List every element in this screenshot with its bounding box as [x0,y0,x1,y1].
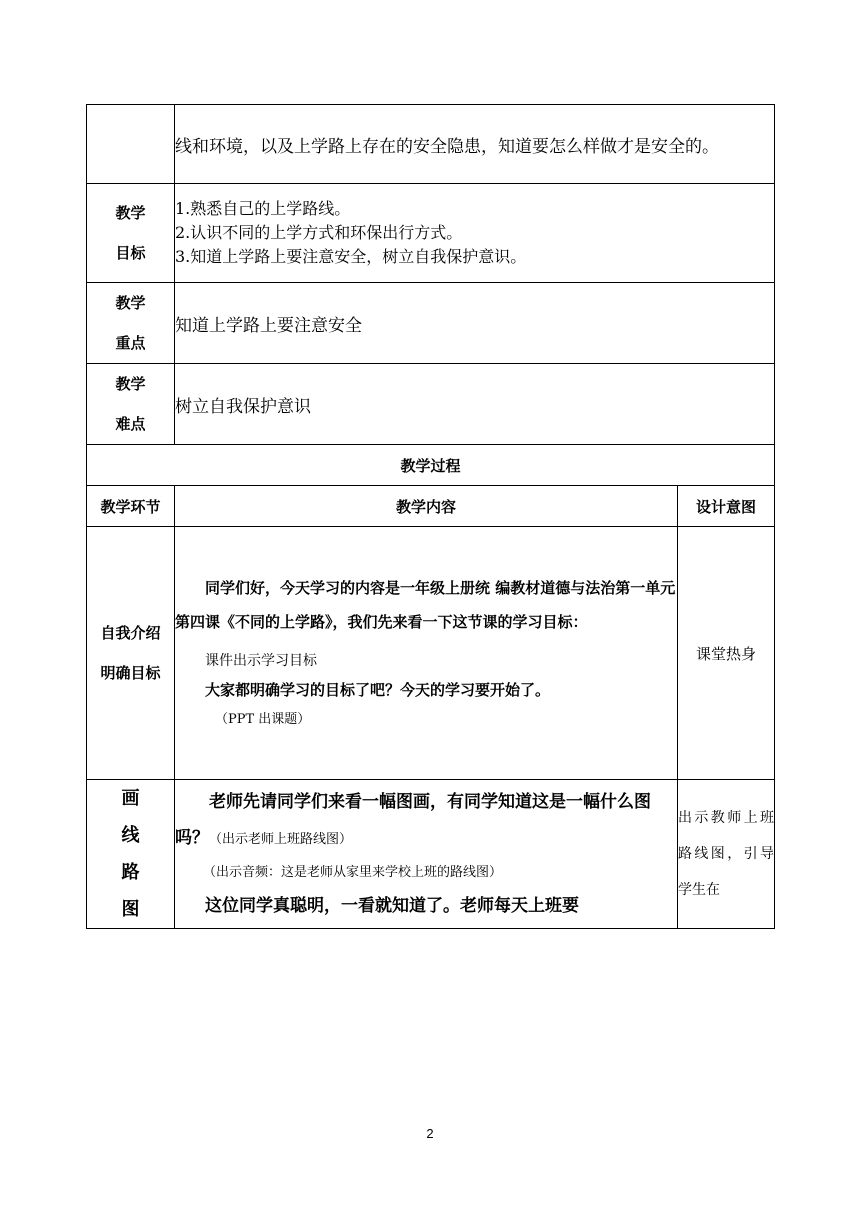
draw-last-line: 这位同学真聪明，一看就知道了。老师每天上班要 [205,896,579,916]
audio-note: （出示音频：这是老师从家里来学校上班的路线图） [203,865,503,880]
header-stage: 教学环节 [87,486,175,527]
intro-stage-line2: 明确目标 [100,664,161,682]
draw-paragraph-bold: 老师先请同学们来看一幅图画，有同学知道这是一幅什么图吗？ [175,792,651,848]
table-header-row [87,486,775,527]
draw-paragraph-note: （出示老师上班路线图） [209,832,353,847]
draw-content [175,780,678,929]
goals-list [175,184,775,283]
draw-stage-char: 画 [121,788,140,809]
intro-design: 课堂热身 [678,527,775,780]
key-label-line1: 教学 [115,294,146,312]
table-row [87,527,775,780]
draw-stage-char: 路 [121,862,140,883]
draw-stage-char: 图 [121,899,140,920]
process-title: 教学过程 [87,445,775,486]
draw-stage-label [87,780,175,929]
difficulties-content: 树立自我保护意识 [175,364,775,445]
table-row [87,364,775,445]
header-design: 设计意图 [678,486,775,527]
diff-label-line1: 教学 [115,375,146,393]
table-row [87,184,775,283]
intro-stage-label [87,527,175,780]
top-row-content: 线和环境，以及上学路上存在的安全隐患，知道要怎么样做才是安全的。 [175,105,775,184]
table-row [87,105,775,184]
lesson-plan-table [86,104,775,929]
key-points-content: 知道上学路上要注意安全 [175,283,775,364]
key-points-label [87,283,175,364]
diff-label-line2: 难点 [115,415,146,433]
draw-paragraph [175,784,677,858]
list-item: 3.知道上学路上要注意安全，树立自我保护意识。 [175,247,527,266]
goals-label [87,184,175,283]
page-number: 2 [426,1126,434,1141]
list-item: 1.熟悉自己的上学路线。 [175,199,351,218]
key-label-line2: 重点 [115,334,146,352]
draw-stage-char: 线 [121,825,140,846]
courseware-note: 课件出示学习目标 [205,653,317,669]
list-item: 2.认识不同的上学方式和环保出行方式。 [175,223,463,242]
empty-label-cell [87,105,175,184]
intro-bold-line: 大家都明确学习的目标了吧？今天的学习要开始了。 [205,681,551,699]
goals-label-line1: 教学 [115,204,146,222]
intro-content [175,527,678,780]
table-row [87,283,775,364]
goals-label-line2: 目标 [115,244,146,262]
draw-design: 出示教师上班路线图，引导学生在 [678,780,775,929]
table-row [87,445,775,486]
intro-stage-line1: 自我介绍 [100,624,161,642]
header-content: 教学内容 [175,486,678,527]
intro-paragraph: 同学们好，今天学习的内容是一年级上册统 编教材道德与法治第一单元第四课《不同的上学路》，我们先来看一下这节课的学习目标： [175,579,676,631]
difficulties-label [87,364,175,445]
ppt-note: （PPT 出课题） [215,712,311,727]
table-row [87,780,775,929]
